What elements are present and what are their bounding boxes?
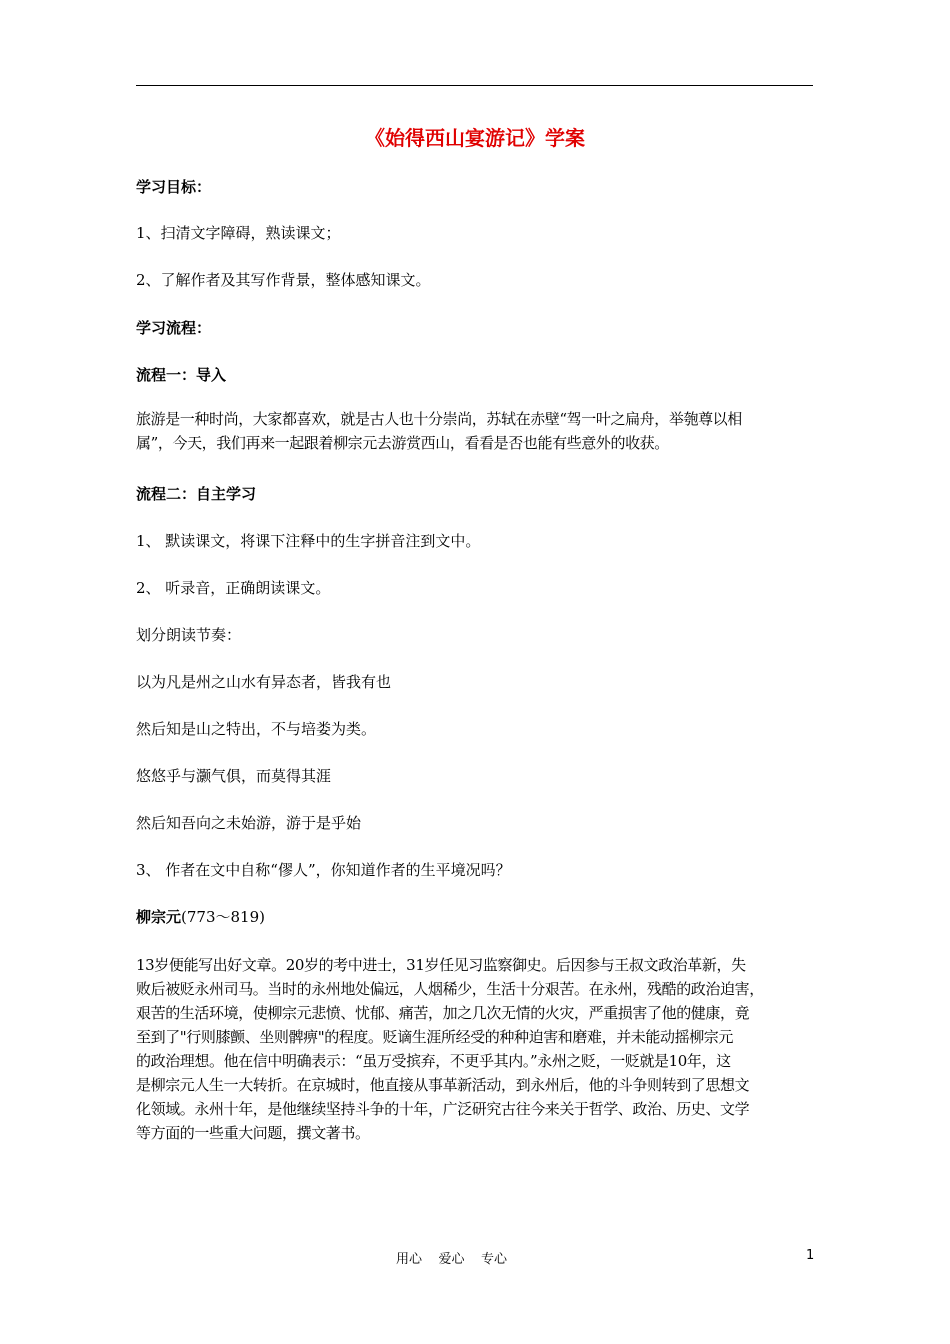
process-heading: 学习流程： bbox=[136, 319, 212, 337]
rhythm-line: 悠悠乎与灏气俱，而莫得其涯 bbox=[136, 767, 332, 785]
rhythm-line: 然后知吾向之未始游，游于是乎始 bbox=[136, 814, 362, 832]
objective-item: 2、了解作者及其写作背景，整体感知课文。 bbox=[136, 271, 431, 289]
step2-item: 1、 默读课文，将课下注释中的生字拼音注到文中。 bbox=[136, 532, 481, 550]
objectives-heading: 学习目标： bbox=[136, 178, 212, 196]
paragraph-line: 的政治理想。他在信中明确表示：“虽万受摈弃，不更乎其内。”永州之贬，一贬就是10年，这 bbox=[136, 1052, 731, 1070]
paragraph-line: 13岁便能写出好文章。20岁的考中进士，31岁任见习监察御史。后因参与王叔文政治革新，失 bbox=[136, 956, 746, 974]
step2-item: 2、 听录音，正确朗读课文。 bbox=[136, 579, 331, 597]
paragraph-line: 艰苦的生活环境，使柳宗元悲愤、忧郁、痛苦，加之几次无情的火灾，严重损害了他的健康，竟 bbox=[136, 1004, 750, 1022]
step1-heading: 流程一：导入 bbox=[136, 366, 227, 384]
step1-paragraph bbox=[136, 407, 816, 455]
paragraph-line: 败后被贬永州司马。当时的永州地处偏远，人烟稀少，生活十分艰苦。在永州，残酷的政治迫害， bbox=[136, 980, 764, 998]
paragraph-line: 至到了"行则膝颤、坐则髀痹"的程度。贬谪生涯所经受的种种迫害和磨难，并未能动摇柳宗元 bbox=[136, 1028, 734, 1046]
author-bio-paragraph bbox=[136, 953, 816, 1145]
header-rule bbox=[136, 85, 813, 86]
document-title: 《始得西山宴游记》学案 bbox=[365, 126, 585, 150]
step2-item: 3、 作者在文中自称“僇人”，你知道作者的生平境况吗？ bbox=[136, 861, 511, 879]
rhythm-line: 以为凡是州之山水有异态者，皆我有也 bbox=[136, 673, 392, 691]
author-years: (773～819) bbox=[181, 908, 265, 926]
objective-item: 1、扫清文字障碍，熟读课文； bbox=[136, 224, 341, 242]
author-name: 柳宗元 bbox=[136, 908, 182, 926]
paragraph-line: 属”，今天，我们再来一起跟着柳宗元去游赏西山，看看是否也能有些意外的收获。 bbox=[136, 434, 669, 452]
step2-heading: 流程二：自主学习 bbox=[136, 485, 257, 503]
page-footer: 用心 爱心 专心 bbox=[396, 1252, 508, 1267]
paragraph-line: 等方面的一些重大问题，撰文著书。 bbox=[136, 1124, 370, 1142]
paragraph-line: 化领域。永州十年，是他继续坚持斗争的十年，广泛研究古往今来关于哲学、政治、历史、文学 bbox=[136, 1100, 750, 1118]
step2-item: 划分朗读节奏： bbox=[136, 626, 242, 644]
page-number: 1 bbox=[806, 1248, 815, 1263]
paragraph-line: 是柳宗元人生一大转折。在京城时，他直接从事革新活动，到永州后，他的斗争则转到了思想文 bbox=[136, 1076, 750, 1094]
rhythm-line: 然后知是山之特出，不与培娄为类。 bbox=[136, 720, 377, 738]
author-heading bbox=[136, 906, 265, 928]
paragraph-line: 旅游是一种时尚，大家都喜欢，就是古人也十分崇尚，苏轼在赤壁“驾一叶之扁舟，举匏尊以相 bbox=[136, 410, 742, 428]
